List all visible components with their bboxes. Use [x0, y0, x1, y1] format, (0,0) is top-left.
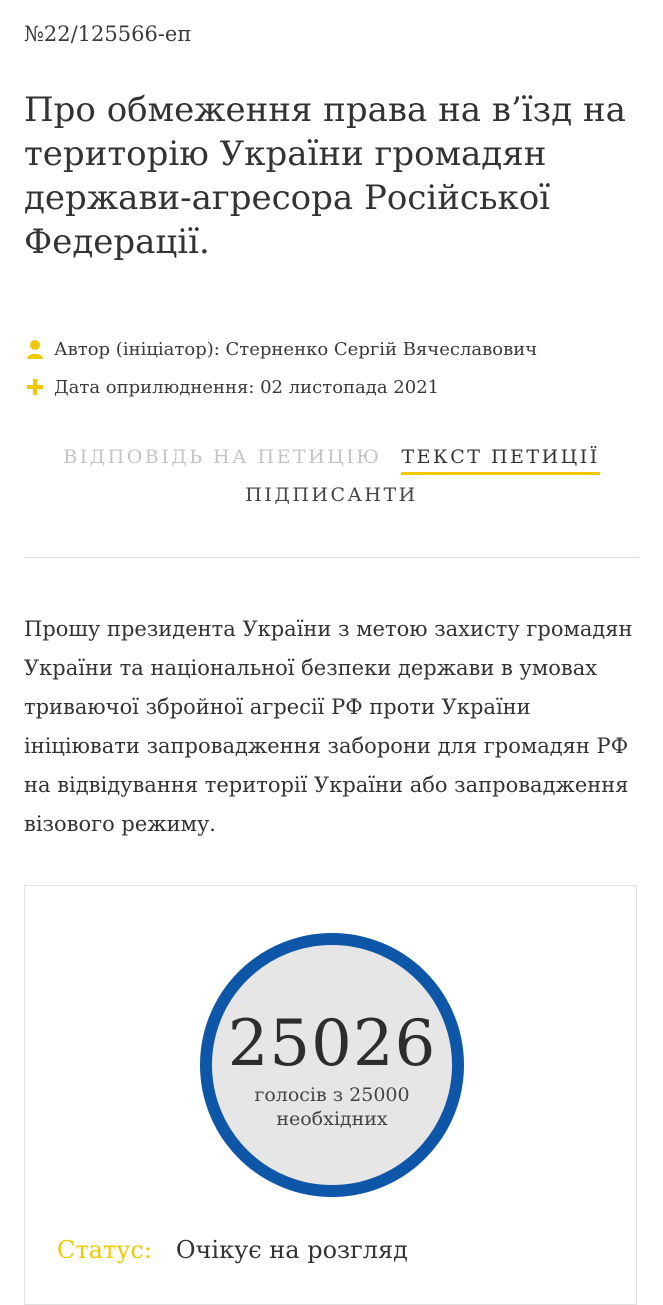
date-row [24, 368, 644, 406]
petition-tabs [24, 446, 639, 522]
author-row [24, 330, 644, 368]
petition-meta [24, 330, 644, 406]
person-icon [24, 338, 46, 360]
vote-caption: голосів з 25000 необхідних [254, 1084, 410, 1130]
status-label: Статус: [57, 1236, 152, 1264]
date-label: Дата оприлюднення: 02 листопада 2021 [54, 376, 440, 398]
author-label: Автор (ініціатор): Стерненко Сергій Вячеславович [54, 338, 538, 360]
tab-answer[interactable]: ВІДПОВІДЬ НА ПЕТИЦІЮ [63, 446, 382, 468]
status-value: Очікує на розгляд [175, 1236, 408, 1264]
tab-petition-text[interactable]: ТЕКСТ ПЕТИЦІЇ [401, 446, 599, 475]
vote-card [24, 885, 637, 1305]
vote-count: 25026 [227, 1007, 437, 1081]
vote-progress-circle [200, 933, 464, 1197]
plus-icon [24, 376, 46, 398]
petition-body-text: Прошу президента України з метою захисту громадян України та національної безпеки держави в умовах триваючої збройної агресії РФ проти України ініціювати запровадження заборони для громадян РФ на відвідування території України або запровадження візового режиму. [24, 617, 633, 836]
divider [24, 557, 639, 558]
petition-title: Про обмеження права на в’їзд на територію України громадян держави-агресора Російської Федерації. [24, 90, 626, 262]
petition-number: №22/125566-еп [24, 22, 192, 46]
tab-signers[interactable]: ПІДПИСАНТИ [245, 484, 418, 506]
status-row [57, 1236, 408, 1264]
